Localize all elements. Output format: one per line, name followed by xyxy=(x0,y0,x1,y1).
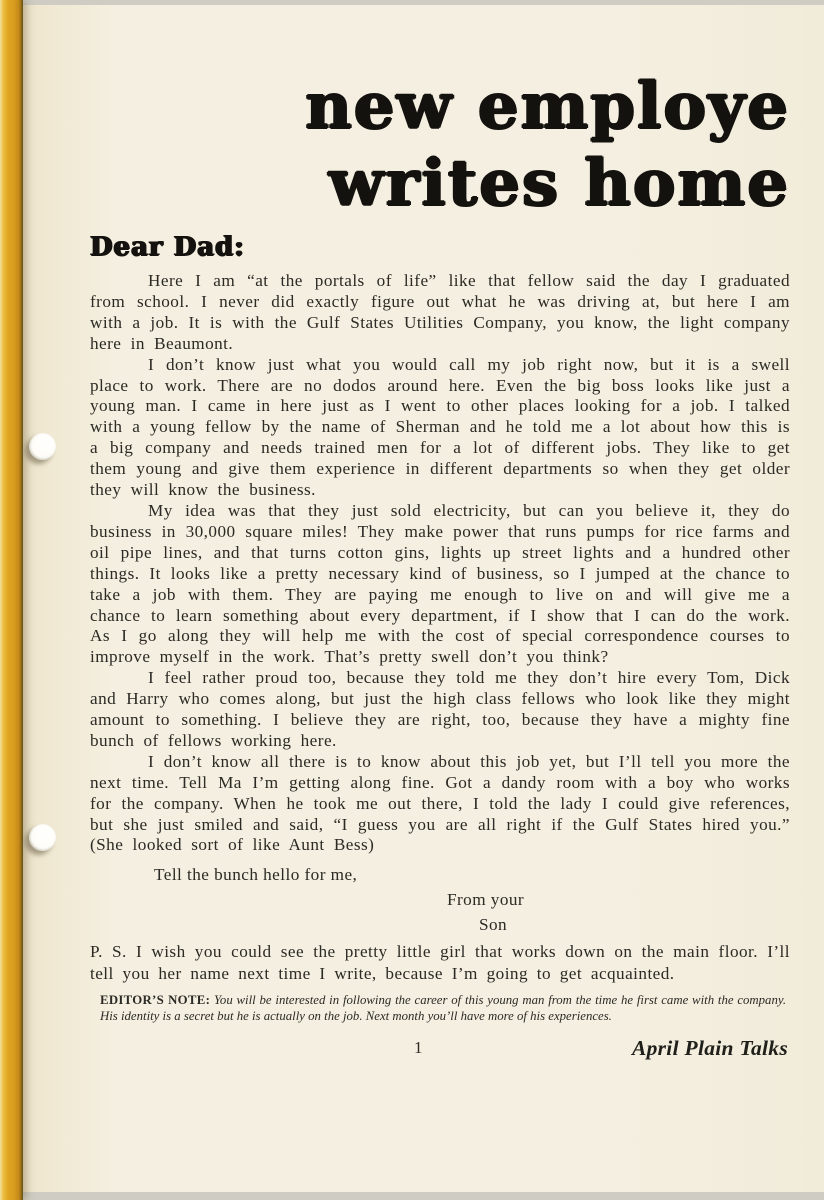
signature: Son xyxy=(479,915,508,935)
title-line-1: new employe xyxy=(305,69,790,144)
page-title xyxy=(90,68,790,222)
postscript: P. S. I wish you could see the pretty little girl that works down on the main floor. I’ll tell you her name next time I write, because I’m going to get acquainted. xyxy=(90,942,790,983)
editors-note-text: You will be interested in following the career of this young man from the time he first came with the company. His identity is a secret but he is actually on the job. Next month you’ll have more of his experiences. xyxy=(100,993,787,1023)
paragraph-1: Here I am “at the portals of life” like that fellow said the day I graduated from school. I never did exactly figure out what he was driving at, but here I am with a job. It is with the Gulf States Utilities Company, you know, the light company here in Beaumont. xyxy=(90,271,790,353)
closing-line: Tell the bunch hello for me, xyxy=(154,865,358,885)
page-number: 1 xyxy=(414,1038,423,1058)
salutation: Dear Dad: xyxy=(90,232,245,262)
paragraph-4: I feel rather proud too, because they told me they don’t hire every Tom, Dick and Harry who comes along, but just the high class fellows who look like they might amount to something. I believe they are right, too, because they have a mighty fine bunch of fellows working here. xyxy=(90,668,790,750)
paragraph-3: My idea was that they just sold electricity, but can you believe it, they do business in 30,000 square miles! They make power that runs pumps for rice farms and oil pipe lines, and that turns cotton gins, lights up street lights and a hundred other things. It looks like a pretty necessary kind of business, so I jumped at the chance to take a job with them. They are paying me enough to live on and will give me a chance to learn something about every department, if I show that I can do the work. As I go along they will help me with the cost of special correspondence courses to improve myself in the work. That’s pretty swell don’t you think? xyxy=(90,500,790,667)
editors-note xyxy=(90,993,790,1024)
from-line: From your xyxy=(447,890,525,910)
publication-name: April Plain Talks xyxy=(631,1036,788,1061)
hole-punch-top xyxy=(29,433,56,460)
title-line-2: writes home xyxy=(328,146,790,221)
paragraph-5: I don’t know all there is to know about this job yet, but I’ll tell you more the next time. Tell Ma I’m getting along fine. Got a dandy room with a boy who works for the company. When he took me out there, I told the lady I could give references, but she just smiled and said, “I guess you are all right if the Gulf States hired you.” (She looked sort of like Aunt Bess) xyxy=(90,751,790,855)
editors-note-label: EDITOR’S NOTE: xyxy=(100,993,211,1008)
page-footer xyxy=(90,1036,790,1070)
hole-punch-bottom xyxy=(29,824,56,851)
letter-content xyxy=(90,10,790,1070)
paper-sheet xyxy=(4,5,824,1192)
binding-strip xyxy=(0,0,23,1200)
paragraph-2: I don’t know just what you would call my job right now, but it is a swell place to work. There are no dodos around here. Even the big boss looks like just a young man. I came in here just as I went to other places looking for a job. I talked with a young fellow by the name of Sherman and he told me a lot about how this is a big company and needs trained men for a lot of different jobs. They like to get them young and give them experience in different departments so when they get older they will know the business. xyxy=(90,354,790,500)
